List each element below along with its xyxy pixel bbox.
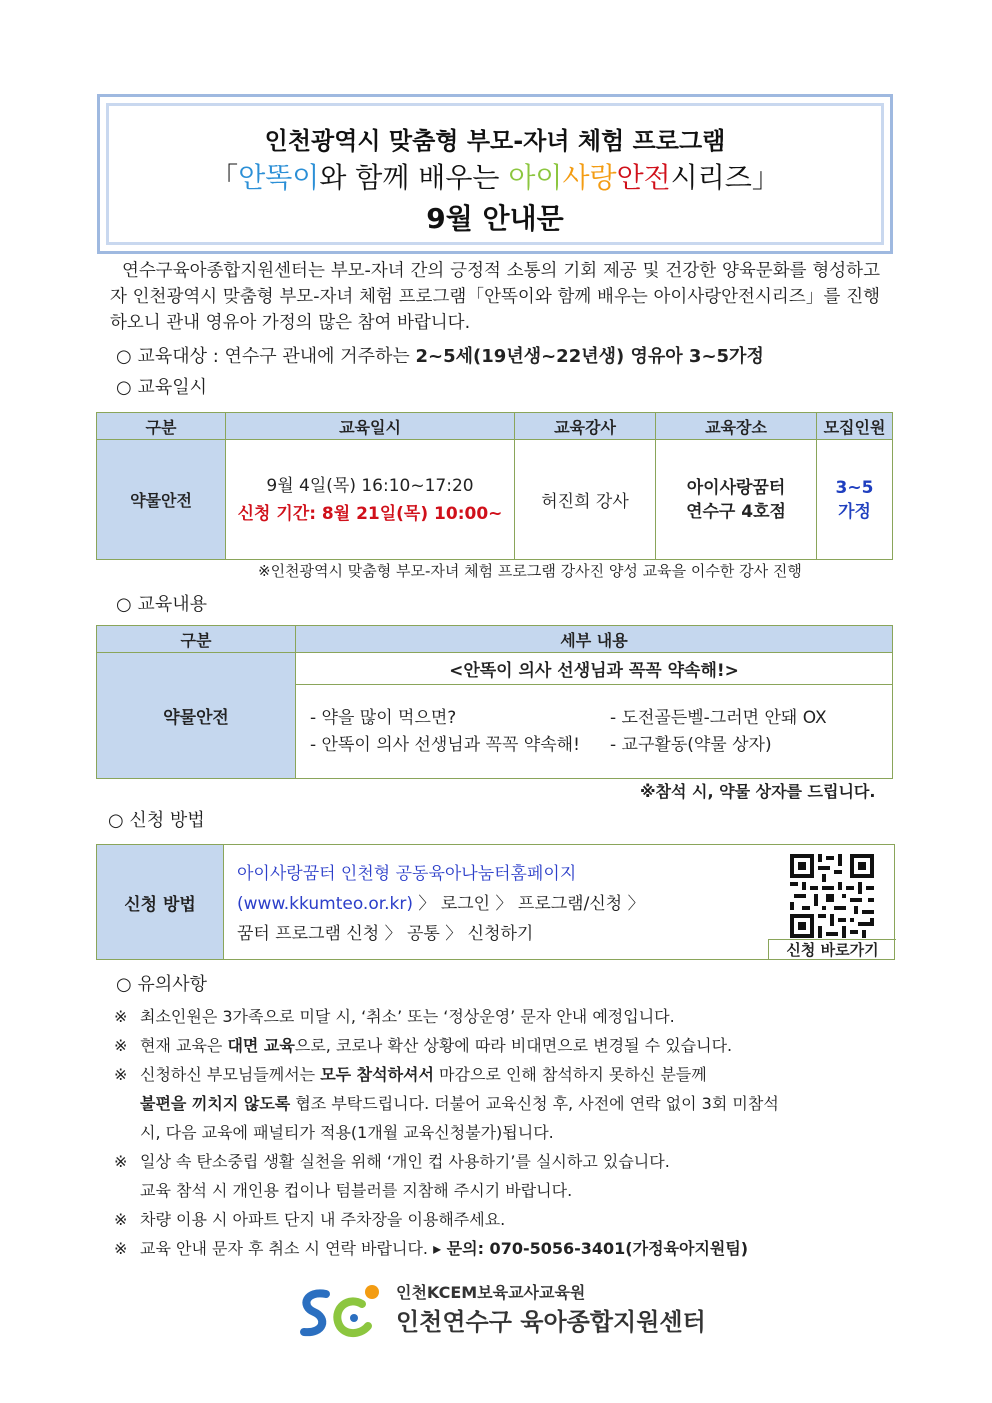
schedule-header-category: 구분	[97, 413, 226, 440]
note-text: 마감으로 인해 참석하지 못하신 분들께	[433, 1065, 707, 1084]
note-text: 신청하신 부모님들께서는	[140, 1065, 321, 1084]
schedule-category: 약물안전	[97, 440, 226, 560]
schedule-datetime: 9월 4일(목) 16:10~17:20	[266, 475, 474, 496]
note-text: 으로, 코로나 확산 상황에 따라 비대면으로 변경될 수 있습니다.	[294, 1036, 733, 1055]
note-mark: ※	[114, 1036, 128, 1055]
note-item	[114, 1060, 914, 1089]
notes-list	[114, 1002, 914, 1263]
note-continuation: 시, 다음 교육에 패널티가 적용(1개월 교육신청불가)됩니다.	[140, 1123, 554, 1142]
note-mark: ※	[114, 1065, 128, 1084]
note-item	[114, 1147, 914, 1176]
content-items-right	[610, 705, 827, 759]
content-item: - 교구활동(약물 상자)	[610, 734, 772, 755]
title-line1: 인천광역시 맞춤형 부모-자녀 체험 프로그램	[264, 127, 726, 155]
schedule-header-instructor: 교육강사	[515, 413, 656, 440]
content-category: 약물안전	[97, 653, 296, 779]
schedule-header-place: 교육장소	[656, 413, 817, 440]
content-table	[96, 625, 893, 779]
note-text-bold: 모두 참석하셔서	[320, 1065, 434, 1084]
target-bold: 2~5세(19년생~22년생) 영유아 3~5가정	[415, 346, 764, 367]
footer-logo	[296, 1280, 716, 1344]
schedule-table	[96, 412, 893, 560]
title-open-bracket: 「	[210, 161, 239, 194]
schedule-footnote: ※인천광역시 맞춤형 부모-자녀 체험 프로그램 강사진 양성 교육을 이수한 강사 진행	[258, 562, 802, 580]
schedule-place-cell	[656, 440, 817, 560]
target-prefix: ○ 교육대상 : 연수구 관내에 거주하는	[116, 346, 416, 367]
schedule-capacity-line2: 가정	[838, 501, 871, 522]
schedule-datetime-cell	[226, 440, 515, 560]
content-footnote: ※참석 시, 약물 상자를 드립니다.	[640, 782, 876, 801]
content-subtitle-row	[97, 653, 893, 685]
intro-paragraph: 연수구육아종합지원센터는 부모-자녀 간의 긍정적 소통의 기회 제공 및 건강한 양육문화를 형성하고자 인천광역시 맞춤형 부모-자녀 체험 프로그램「안똑이와 함께 배우는 아이사랑안전시리즈」를 진행하오니 관내 영유아 가정의 많은 참여 바랍니다.	[110, 261, 880, 333]
apply-path2: 꿈터 프로그램 신청 〉 공통 〉 신청하기	[237, 924, 534, 944]
content-item-text: 약을 많이 먹으면?	[321, 707, 457, 728]
schedule-header-row	[97, 413, 893, 440]
note-text: 협조 부탁드립니다. 더불어 교육신청 후, 사전에 연락 없이 3회 미참석	[290, 1094, 779, 1113]
schedule-place-line1: 아이사랑꿈터	[686, 477, 786, 498]
content-item-text: 도전골든벨-그러면 안돼 OX	[621, 707, 827, 728]
title-line2	[109, 158, 881, 198]
note-text: 현재 교육은	[140, 1036, 228, 1055]
schedule-capacity-cell	[817, 440, 893, 560]
content-item-text: 안똑이 의사 선생님과 꼭꼭 약속해!	[321, 734, 580, 755]
title-mid: 와 함께 배우는	[319, 161, 509, 194]
content-item: - 약을 많이 먹으면?	[310, 707, 457, 728]
note-text-bold: 대면 교육	[227, 1036, 295, 1055]
note-text: 교육 안내 문자 후 취소 시 연락 바랍니다.	[140, 1239, 434, 1258]
content-items	[310, 705, 891, 759]
apply-url-link[interactable]: (www.kkumteo.or.kr)	[237, 894, 414, 914]
footer-org-small: 인천KCEM보육교사교육원	[396, 1283, 586, 1302]
title-line3: 9월 안내문	[426, 202, 564, 235]
content-item: - 안똑이 의사 선생님과 꼭꼭 약속해!	[310, 734, 580, 755]
content-header-category: 구분	[97, 626, 296, 653]
content-header-detail: 세부 내용	[296, 626, 893, 653]
apply-instructions	[237, 859, 645, 949]
schedule-header-capacity: 모집인원	[817, 413, 893, 440]
target-line	[116, 344, 764, 370]
qr-code-icon[interactable]	[788, 852, 876, 940]
schedule-header-datetime: 교육일시	[226, 413, 515, 440]
note-text: 차량 이용 시 아파트 단지 내 주차장을 이용해주세요.	[140, 1210, 506, 1229]
note-mark: ※	[114, 1210, 128, 1229]
apply-box	[96, 844, 895, 960]
title-series: 시리즈」	[670, 161, 780, 194]
apply-label: 신청 방법	[97, 845, 224, 959]
title-box	[97, 94, 893, 254]
title-inner	[106, 103, 884, 245]
note-item	[114, 1031, 914, 1060]
qr-caption: 신청 바로가기	[768, 939, 896, 960]
content-header-row	[97, 626, 893, 653]
apply-heading: ○ 신청 방법	[108, 810, 205, 831]
content-heading: ○ 교육내용	[116, 594, 207, 615]
content-item: - 도전골든벨-그러면 안돼 OX	[610, 707, 827, 728]
content-items-left	[310, 705, 610, 759]
apply-path1: 〉 로그인 〉 프로그램/신청 〉	[413, 894, 645, 914]
note-text: 일상 속 탄소중립 생활 실천을 위해 ‘개인 컵 사용하기’를 실시하고 있습니다.	[140, 1152, 670, 1171]
apply-path-line	[237, 889, 645, 919]
title-ando: 안똑이	[238, 161, 320, 194]
notes-heading: ○ 유의사항	[116, 974, 207, 995]
title-an: 안전	[616, 161, 671, 194]
schedule-instructor: 허진희 강사	[515, 440, 656, 560]
note-continuation: 교육 참석 시 개인용 컵이나 텀블러를 지참해 주시기 바랍니다.	[140, 1181, 573, 1200]
schedule-place-line2: 연수구 4호점	[686, 501, 786, 522]
apply-line1[interactable]: 아이사랑꿈터 인천형 공동육아나눔터홈페이지	[237, 864, 577, 884]
note-mark: ※	[114, 1239, 128, 1258]
note-item	[114, 1002, 914, 1031]
title-sa: 사랑	[562, 161, 617, 194]
content-subtitle: <안똑이 의사 선생님과 꼭꼭 약속해!>	[296, 653, 893, 685]
schedule-row	[97, 440, 893, 560]
note-item	[114, 1234, 914, 1263]
note-mark: ※	[114, 1007, 128, 1026]
note-continuation	[114, 1089, 914, 1118]
schedule-apply-period: 신청 기간: 8월 21일(목) 10:00~	[237, 503, 503, 524]
note-item	[114, 1205, 914, 1234]
note-text-bold: 불편을 끼치지 않도록	[140, 1094, 291, 1113]
schedule-capacity-line1: 3~5	[835, 477, 874, 498]
content-item-text: 교구활동(약물 상자)	[621, 734, 772, 755]
note-contact: ▸ 문의: 070-5056-3401(가정육아지원팀)	[433, 1239, 749, 1258]
org-logo-icon	[296, 1282, 388, 1342]
note-text: 최소인원은 3가족으로 미달 시, ‘취소’ 또는 ‘정상운영’ 문자 안내 예정입니다.	[140, 1007, 675, 1026]
note-mark: ※	[114, 1152, 128, 1171]
schedule-heading: ○ 교육일시	[116, 377, 207, 398]
footer-org-large: 인천연수구 육아종합지원센터	[396, 1308, 706, 1336]
content-items-cell	[296, 685, 893, 779]
title-ai: 아이	[508, 161, 563, 194]
